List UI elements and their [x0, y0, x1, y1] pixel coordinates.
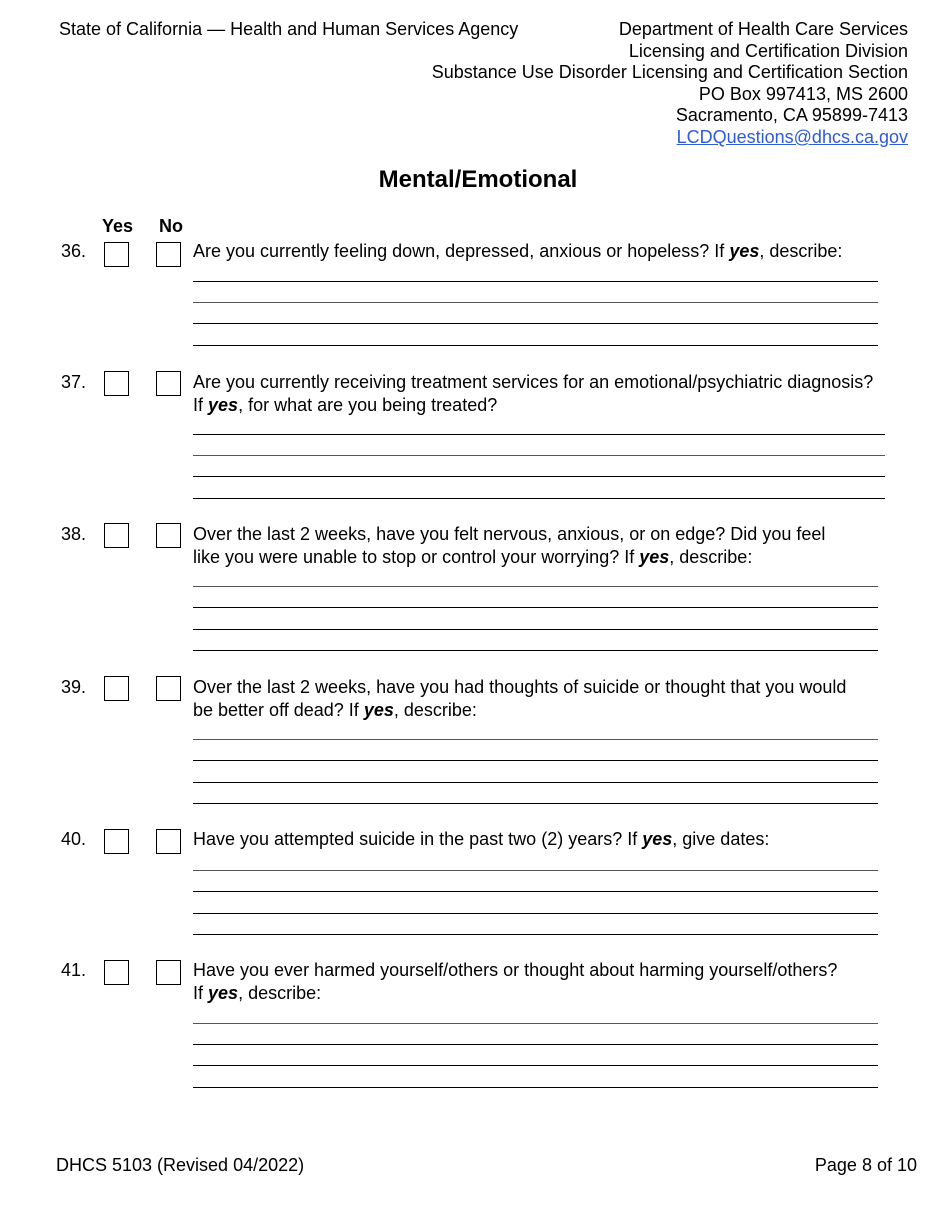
answer-line[interactable] [193, 870, 878, 871]
po-box: PO Box 997413, MS 2600 [698, 83, 908, 104]
answer-line[interactable] [193, 913, 878, 914]
yes-checkbox[interactable] [104, 242, 129, 267]
answer-line[interactable] [193, 476, 885, 477]
question-number: 36. [61, 241, 87, 261]
yes-checkbox[interactable] [104, 523, 129, 548]
answer-line[interactable] [193, 934, 878, 935]
answer-line[interactable] [193, 455, 885, 456]
no-column-header: No [159, 216, 183, 236]
no-checkbox[interactable] [156, 371, 181, 396]
question-number: 38. [61, 524, 87, 544]
answer-line[interactable] [193, 434, 885, 435]
page-title: Mental/Emotional [378, 166, 578, 193]
question-text: Are you currently receiving treatment services for an emotional/psychiatric diagnosis? If yes, for what are you being treated? [193, 372, 874, 415]
yes-column-header: Yes [102, 216, 134, 236]
answer-line[interactable] [193, 498, 885, 499]
answer-line[interactable] [193, 1087, 878, 1088]
answer-line[interactable] [193, 1044, 878, 1045]
department-name: Department of Health Care Services [618, 19, 908, 39]
answer-line[interactable] [193, 1023, 878, 1024]
answer-line[interactable] [193, 760, 878, 761]
yes-checkbox[interactable] [104, 676, 129, 701]
yes-checkbox[interactable] [104, 371, 129, 396]
answer-line[interactable] [193, 891, 878, 892]
yes-checkbox[interactable] [104, 960, 129, 985]
question-number: 41. [61, 960, 87, 980]
department-address-block [432, 19, 908, 149]
answer-line[interactable] [193, 782, 878, 783]
answer-line[interactable] [193, 607, 878, 608]
agency-header: State of California — Health and Human Services Agency [59, 19, 519, 39]
no-checkbox[interactable] [156, 676, 181, 701]
question-text: Over the last 2 weeks, have you felt nervous, anxious, or on edge? Did you feel like you were unable to stop or control your worrying? If yes, describe: [193, 524, 826, 567]
question-text: Over the last 2 weeks, have you had thoughts of suicide or thought that you would be better off dead? If yes, describe: [193, 677, 847, 720]
answer-line[interactable] [193, 345, 878, 346]
division-name: Licensing and Certification Division [628, 40, 908, 61]
section-name: Substance Use Disorder Licensing and Certification Section [431, 62, 908, 83]
answer-line[interactable] [193, 281, 878, 282]
question-text: Have you attempted suicide in the past two (2) years? If yes, give dates: [193, 829, 770, 849]
answer-line[interactable] [193, 650, 878, 651]
email-link[interactable]: LCDQuestions@dhcs.ca.gov [676, 126, 908, 147]
yes-checkbox[interactable] [104, 829, 129, 854]
city-zip: Sacramento, CA 95899-7413 [675, 105, 908, 126]
answer-line[interactable] [193, 302, 878, 303]
answer-line[interactable] [193, 629, 878, 630]
no-checkbox[interactable] [156, 829, 181, 854]
question-number: 40. [61, 829, 87, 849]
question-text: Are you currently feeling down, depressed, anxious or hopeless? If yes, describe: [193, 241, 843, 261]
page-number: Page 8 of 10 [814, 1155, 917, 1175]
answer-line[interactable] [193, 323, 878, 324]
question-number: 37. [61, 372, 87, 392]
form-number: DHCS 5103 (Revised 04/2022) [56, 1155, 305, 1175]
answer-line[interactable] [193, 803, 878, 804]
no-checkbox[interactable] [156, 960, 181, 985]
no-checkbox[interactable] [156, 523, 181, 548]
question-text: Have you ever harmed yourself/others or thought about harming yourself/others? If yes, describe: [193, 960, 838, 1003]
answer-line[interactable] [193, 586, 878, 587]
answer-line[interactable] [193, 739, 878, 740]
no-checkbox[interactable] [156, 242, 181, 267]
question-number: 39. [61, 677, 87, 697]
answer-line[interactable] [193, 1065, 878, 1066]
